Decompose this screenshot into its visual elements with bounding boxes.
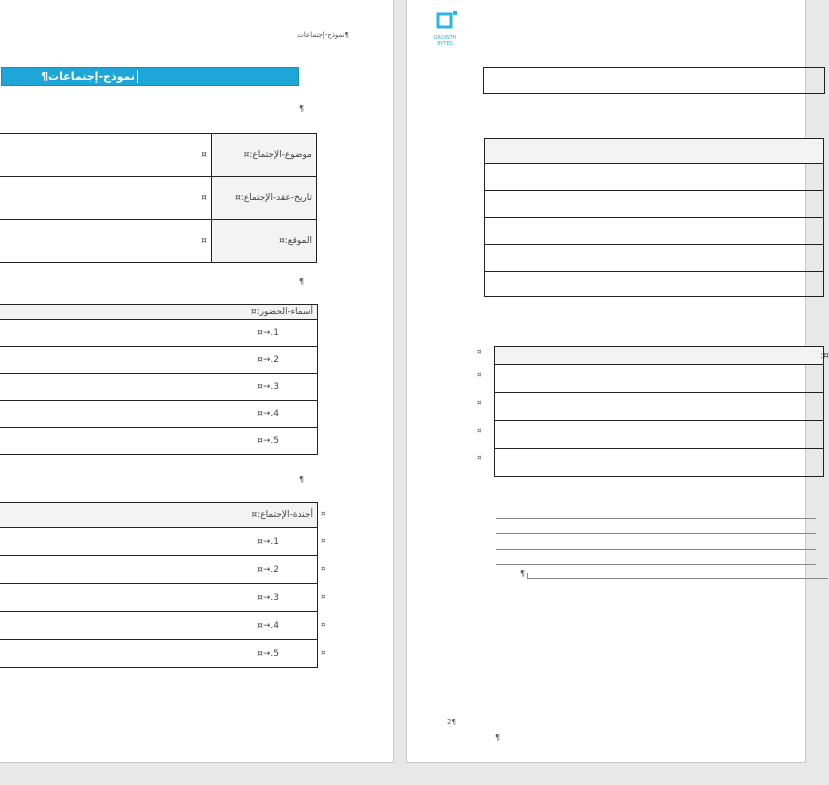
agenda-header-row [0, 503, 318, 528]
table-row[interactable] [0, 528, 318, 556]
agenda-item-5[interactable]: 5.→¤ [0, 640, 318, 668]
table-row [485, 139, 824, 164]
company-logo [427, 11, 463, 47]
table-row[interactable] [0, 320, 318, 347]
info-row-topic [0, 134, 317, 177]
agenda-item-4[interactable]: 4.→¤ [0, 612, 318, 640]
table-row[interactable] [495, 421, 824, 449]
table-cell[interactable] [495, 449, 824, 477]
table-row[interactable] [0, 347, 318, 374]
document-title[interactable]: نموذج-إجتماعات¶ [41, 70, 138, 83]
table-cell[interactable] [485, 191, 824, 218]
attendees-header-row [0, 305, 318, 320]
table-row[interactable] [485, 272, 824, 297]
table-row [495, 347, 824, 365]
table-cell[interactable] [495, 421, 824, 449]
table-row[interactable] [495, 365, 824, 393]
attendee-2[interactable]: 2.→¤ [0, 347, 318, 374]
table-row[interactable] [0, 612, 318, 640]
page2-table-2 [494, 346, 829, 477]
underline-field[interactable] [527, 573, 828, 579]
location-value-cell[interactable]: ¤ [0, 220, 212, 263]
table-row[interactable] [485, 218, 824, 245]
row-end-mark: ¤ [477, 427, 482, 435]
page2-table-1 [484, 138, 824, 297]
paragraph-mark: ¶ [299, 277, 305, 286]
table-row[interactable] [485, 245, 824, 272]
table-cell[interactable] [495, 365, 824, 393]
signature-line [496, 518, 816, 519]
table-row[interactable] [0, 584, 318, 612]
topic-value-cell[interactable]: ¤ [0, 134, 212, 177]
table-row[interactable] [0, 556, 318, 584]
info-row-location [0, 220, 317, 263]
row-end-mark: ¤ [477, 348, 482, 356]
page-1 [0, 0, 394, 763]
table-row[interactable] [0, 401, 318, 428]
row-end-mark: ¤ [477, 371, 482, 379]
row-end-mark: ¤ [321, 565, 326, 573]
location-label: الموقع:¤ [212, 220, 317, 263]
signature-line [496, 533, 816, 534]
row-end-mark: ¤ [321, 593, 326, 601]
logo-mark-icon [427, 11, 463, 31]
table-cell[interactable] [495, 393, 824, 421]
date-value-cell[interactable]: ¤ [0, 177, 212, 220]
topic-label: موضوع-الإجتماع:¤ [212, 134, 317, 177]
table-row[interactable] [485, 164, 824, 191]
title-bar [1, 67, 299, 86]
info-row-date [0, 177, 317, 220]
table-row[interactable] [495, 449, 824, 477]
table-row[interactable] [485, 191, 824, 218]
page-header-text: نموذج-إجتماعات¶ [297, 31, 349, 39]
signature-line [496, 549, 816, 550]
meeting-info-table [0, 133, 317, 263]
row-end-mark: ¤ [477, 399, 482, 407]
table-cell[interactable] [485, 164, 824, 191]
attendee-4[interactable]: 4.→¤ [0, 401, 318, 428]
table-header-cell [485, 139, 824, 164]
agenda-header: أجندة-الإجتماع:¤ [0, 503, 318, 528]
paragraph-mark: ¶ [299, 104, 305, 113]
row-end-mark: ¤ [477, 454, 482, 462]
agenda-item-1[interactable]: 1.→¤ [0, 528, 318, 556]
logo-line-2: BYTES [437, 41, 453, 47]
logo-line-1: GROWTH [433, 35, 457, 41]
paragraph-mark: ¶ [520, 569, 526, 578]
text-box[interactable] [483, 67, 825, 94]
table-cell[interactable] [485, 218, 824, 245]
agenda-table [0, 502, 318, 668]
attendee-5[interactable]: 5.→¤ [0, 428, 318, 455]
page-number: 2¶ [447, 718, 456, 726]
table-row[interactable] [0, 640, 318, 668]
header-mark: ¤: [820, 350, 829, 361]
table-header-cell [495, 347, 829, 365]
attendee-3[interactable]: 3.→¤ [0, 374, 318, 401]
table-cell[interactable] [485, 272, 824, 297]
table-row[interactable] [0, 374, 318, 401]
agenda-item-3[interactable]: 3.→¤ [0, 584, 318, 612]
footer-paragraph-mark: ¶ [495, 733, 501, 742]
paragraph-mark: ¶ [299, 475, 305, 484]
attendees-header: أسماء-الحضور:¤ [0, 305, 318, 320]
row-end-mark: ¤ [321, 649, 326, 657]
row-end-mark: ¤ [321, 621, 326, 629]
table-row[interactable] [495, 393, 824, 421]
date-label: تاريخ-عقد-الإجتماع:¤ [212, 177, 317, 220]
signature-line [496, 564, 816, 565]
table-row[interactable] [0, 428, 318, 455]
table-cell[interactable] [485, 245, 824, 272]
attendees-table [0, 304, 318, 455]
attendee-1[interactable]: 1.→¤ [0, 320, 318, 347]
page-2 [406, 0, 829, 763]
row-end-mark: ¤ [321, 537, 326, 545]
row-end-mark: ¤ [321, 510, 326, 518]
agenda-item-2[interactable]: 2.→¤ [0, 556, 318, 584]
